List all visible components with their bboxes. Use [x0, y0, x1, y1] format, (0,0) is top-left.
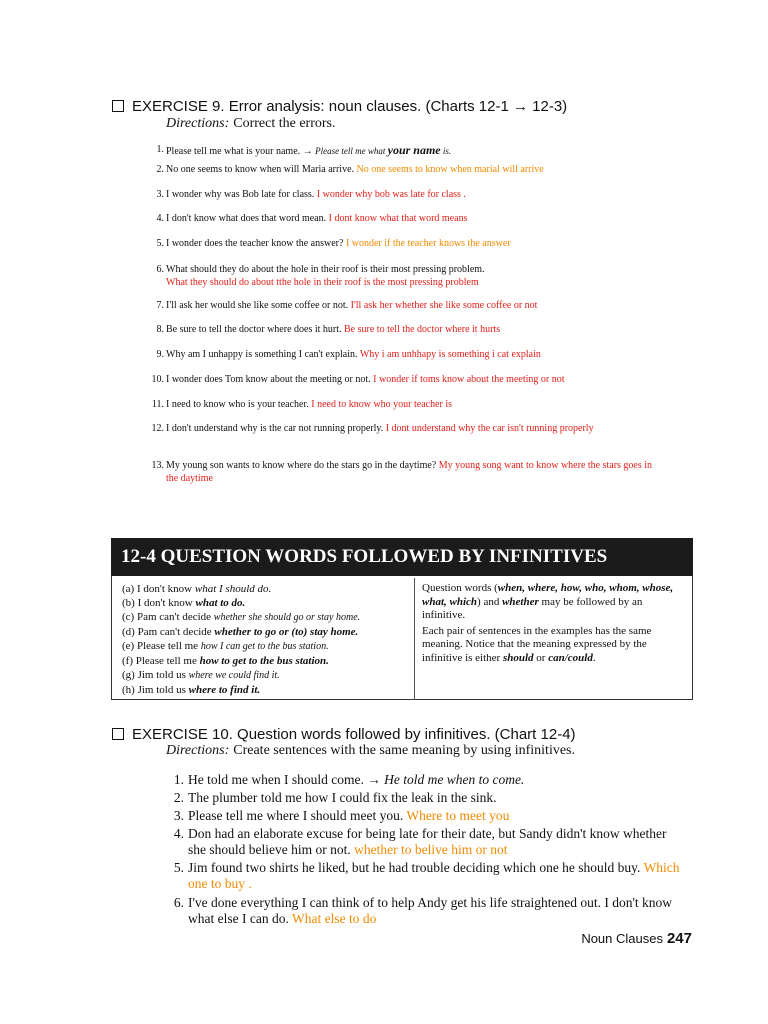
list-item: 1. Please tell me what is your name. → Please tell me what your name is. [156, 143, 452, 157]
chart-divider [414, 578, 415, 700]
list-item: 6. What should they do about the hole in their roof is their most pressing problem. What they should do about tthe hole in their roof is the most pressing problem [156, 264, 485, 288]
example-f: (f) Please tell me how to get to the bus station. [122, 655, 329, 667]
list-item: 13. My young son wants to know where do the stars go in the daytime? My young song want to know where the stars goes in the daytime [151, 460, 653, 484]
list-item: 4. I don't know what does that word mean. I dont know what that word means [156, 213, 468, 224]
list-item: 3. Please tell me where I should meet you. Where to meet you [173, 808, 510, 823]
example-a: (a) I don't know what I should do. [122, 583, 272, 595]
explanation-2: Each pair of sentences in the examples has the same meaning. Notice that the meaning expressed by the infinitive is either should or can/could. [422, 624, 652, 664]
example-c: (c) Pam can't decide whether she should go or stay home. [122, 611, 361, 623]
section-title: Noun Clauses [581, 931, 663, 946]
list-item: 3. I wonder why was Bob late for class. I wonder why bob was late for class . [156, 189, 466, 200]
list-item: 12. I don't understand why is the car not running properly. I dont understand why the car isn't running properly [151, 423, 594, 434]
list-item: 6. I've done everything I can think of to help Andy get his life straightened out. I don't know what else I can do. What else to do [173, 895, 673, 926]
page-number: 247 [666, 930, 692, 947]
list-item: 7. I'll ask her would she like some coffee or not. I'll ask her whether she like some coffee or not [156, 300, 538, 311]
list-item: 8. Be sure to tell the doctor where does it hurt. Be sure to tell the doctor where it hurts [156, 324, 501, 335]
list-item: 10. I wonder does Tom know about the meeting or not. I wonder if toms know about the meeting or not [151, 374, 565, 385]
exercise-9-heading: EXERCISE 9. Error analysis: noun clauses. (Charts 12-1 → 12-3) [112, 98, 567, 115]
example-e: (e) Please tell me how I can get to the bus station. [122, 640, 329, 652]
example-g: (g) Jim told us where we could find it. [122, 669, 280, 681]
example-d: (d) Pam can't decide whether to go or (to) stay home. [122, 626, 359, 638]
chart-explanation [422, 582, 684, 667]
checkbox-icon [112, 100, 124, 112]
list-item: 2. No one seems to know when will Maria arrive. No one seems to know when marial will arrive [156, 164, 544, 175]
list-item: 4. Don had an elaborate excuse for being late for their date, but Sandy didn't know whether she should believe him or not. whether to belive him or not [173, 826, 667, 857]
list-item: 5. I wonder does the teacher know the answer? I wonder if the teacher knows the answer [156, 238, 511, 249]
list-item: 1. He told me when I should come. → He told me when to come. [173, 772, 525, 787]
list-item: 9. Why am I unhappy is something I can't explain. Why i am unhhapy is something i cat explain [156, 349, 541, 360]
example-h: (h) Jim told us where to find it. [122, 684, 261, 696]
list-item: 11. I need to know who is your teacher. I need to know who your teacher is [151, 399, 453, 410]
chart-examples [122, 582, 360, 697]
exercise-10-heading: EXERCISE 10. Question words followed by infinitives. (Chart 12-4) [112, 726, 576, 743]
chart-title: 12-4 QUESTION WORDS FOLLOWED BY INFINITIVES [111, 538, 693, 576]
page-footer [581, 930, 692, 947]
exercise-10-directions: Directions: Create sentences with the same meaning by using infinitives. [166, 743, 575, 758]
checkbox-icon [112, 728, 124, 740]
list-item: 5. Jim found two shirts he liked, but he had trouble deciding which one he should buy. Which one to buy . [173, 860, 680, 891]
example-b: (b) I don't know what to do. [122, 597, 246, 609]
exercise-9-directions: Directions: Correct the errors. [166, 116, 336, 131]
explanation-1: Question words (when, where, how, who, whom, whose, what, which) and whether may be followed by an infinitive. [422, 582, 674, 621]
list-item: 2. The plumber told me how I could fix the leak in the sink. [173, 790, 497, 805]
